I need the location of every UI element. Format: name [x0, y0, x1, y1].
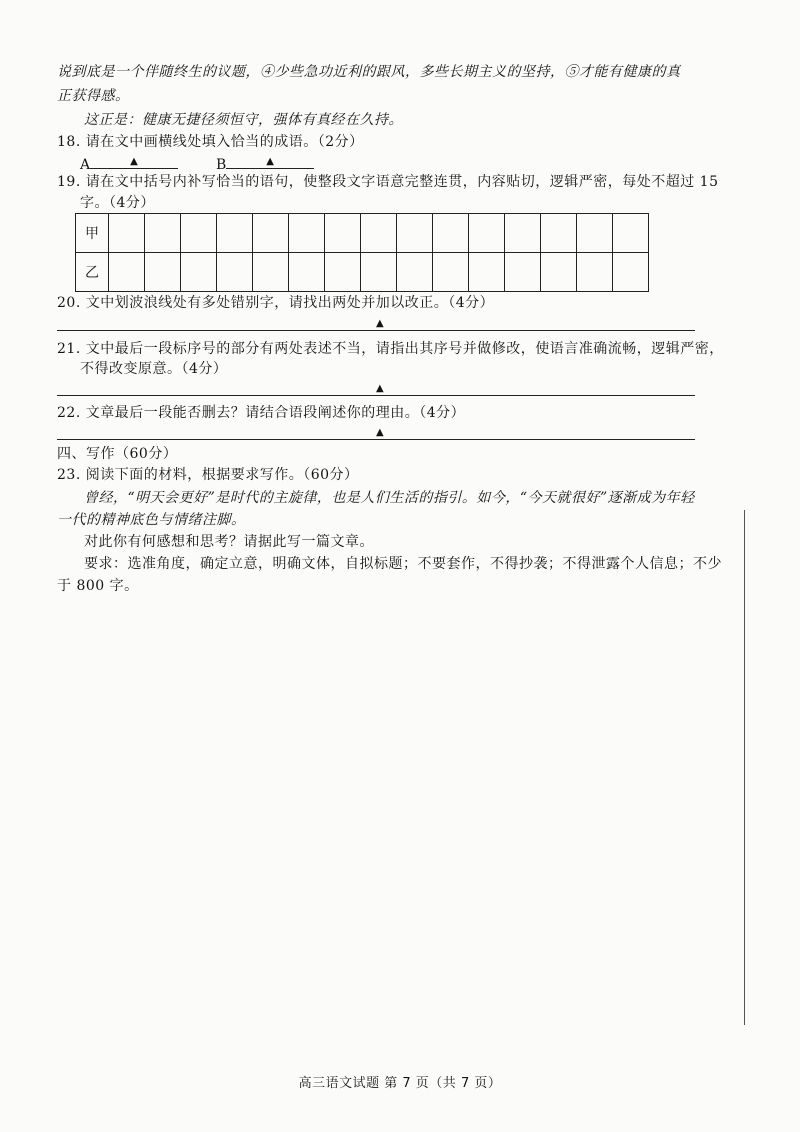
- grid-row-jia: [76, 214, 649, 253]
- grid-cell[interactable]: [109, 214, 145, 253]
- grid-cell[interactable]: [289, 214, 325, 253]
- question-22: 22. 文章最后一段能否删去？请结合语段阐述你的理由。（4分）: [57, 405, 466, 421]
- q18-answer-line-a[interactable]: [90, 154, 178, 169]
- q23-material-line-2: 一代的精神底色与情绪注脚。: [57, 512, 246, 528]
- grid-cell[interactable]: [613, 253, 649, 292]
- q21-answer-line[interactable]: [57, 395, 695, 396]
- q23-requirements-line-2: 于 800 字。: [57, 578, 139, 594]
- grid-cell[interactable]: [577, 253, 613, 292]
- q23-material-line-1: 曾经，“明天会更好”是时代的主旋律，也是人们生活的指引。如今，“今天就很好”逐渐成为年轻: [84, 490, 695, 506]
- grid-cell[interactable]: [613, 214, 649, 253]
- q22-answer-line[interactable]: [57, 439, 695, 440]
- grid-cell[interactable]: [145, 214, 181, 253]
- grid-row-label: 乙: [76, 253, 109, 292]
- grid-cell[interactable]: [181, 214, 217, 253]
- grid-cell[interactable]: [397, 253, 433, 292]
- grid-row-label: 甲: [76, 214, 109, 253]
- answer-marker-icon: ▲: [266, 156, 274, 167]
- section-4-title: 四、写作（60分）: [57, 446, 178, 462]
- grid-cell[interactable]: [469, 253, 505, 292]
- grid-cell[interactable]: [109, 253, 145, 292]
- answer-marker-icon: ▲: [376, 383, 384, 394]
- grid-cell[interactable]: [253, 214, 289, 253]
- grid-cell[interactable]: [289, 253, 325, 292]
- q18-label-b: B: [216, 157, 227, 173]
- page-footer: 高三语文试题 第 7 页（共 7 页）: [298, 1076, 502, 1091]
- question-18: 18. 请在文中画横线处填入恰当的成语。（2分）: [57, 134, 364, 150]
- q23-prompt: 对此你有何感想和思考？请据此写一篇文章。: [84, 534, 374, 550]
- grid-cell[interactable]: [181, 253, 217, 292]
- q20-answer-line[interactable]: [57, 330, 695, 331]
- passage-line-2: 正获得感。: [57, 88, 130, 104]
- grid-cell[interactable]: [505, 214, 541, 253]
- scan-edge-line: [744, 510, 745, 1025]
- answer-marker-icon: ▲: [376, 318, 384, 329]
- grid-cell[interactable]: [361, 214, 397, 253]
- question-23: 23. 阅读下面的材料，根据要求写作。（60分）: [57, 467, 359, 483]
- grid-cell[interactable]: [361, 253, 397, 292]
- answer-marker-icon: ▲: [376, 427, 384, 438]
- question-20: 20. 文中划波浪线处有多处错别字，请找出两处并加以改正。（4分）: [57, 295, 495, 311]
- q18-label-a: A: [80, 157, 91, 173]
- q18-answer-line-b[interactable]: [226, 154, 314, 169]
- grid-cell[interactable]: [469, 214, 505, 253]
- q23-requirements-line-1: 要求：选准角度，确定立意，明确文体，自拟标题；不要套作，不得抄袭；不得泄露个人信息；不少: [84, 556, 722, 572]
- grid-cell[interactable]: [541, 253, 577, 292]
- grid-cell[interactable]: [541, 214, 577, 253]
- answer-grid: [75, 213, 649, 292]
- grid-cell[interactable]: [325, 214, 361, 253]
- grid-cell[interactable]: [253, 253, 289, 292]
- passage-line-3: 这正是：健康无捷径须恒守，强体有真经在久持。: [84, 112, 403, 128]
- grid-cell[interactable]: [577, 214, 613, 253]
- grid-row-yi: [76, 253, 649, 292]
- question-19-line-1: 19. 请在文中括号内补写恰当的语句，使整段文字语意完整连贯，内容贴切，逻辑严密，每处不超过 15: [57, 174, 719, 190]
- passage-line-1: 说到底是一个伴随终生的议题，④少些急功近利的跟风，多些长期主义的坚持，⑤才能有健康的真: [57, 64, 681, 80]
- grid-cell[interactable]: [145, 253, 181, 292]
- grid-cell[interactable]: [217, 214, 253, 253]
- question-21-line-2: 不得改变原意。（4分）: [80, 361, 228, 377]
- question-19-line-2: 字。（4分）: [80, 195, 155, 211]
- grid-cell[interactable]: [505, 253, 541, 292]
- grid-cell[interactable]: [397, 214, 433, 253]
- grid-cell[interactable]: [325, 253, 361, 292]
- grid-cell[interactable]: [217, 253, 253, 292]
- answer-marker-icon: ▲: [130, 156, 138, 167]
- grid-cell[interactable]: [433, 214, 469, 253]
- question-21-line-1: 21. 文中最后一段标序号的部分有两处表述不当，请指出其序号并做修改，使语言准确流畅，逻辑严密，: [57, 341, 724, 357]
- grid-cell[interactable]: [433, 253, 469, 292]
